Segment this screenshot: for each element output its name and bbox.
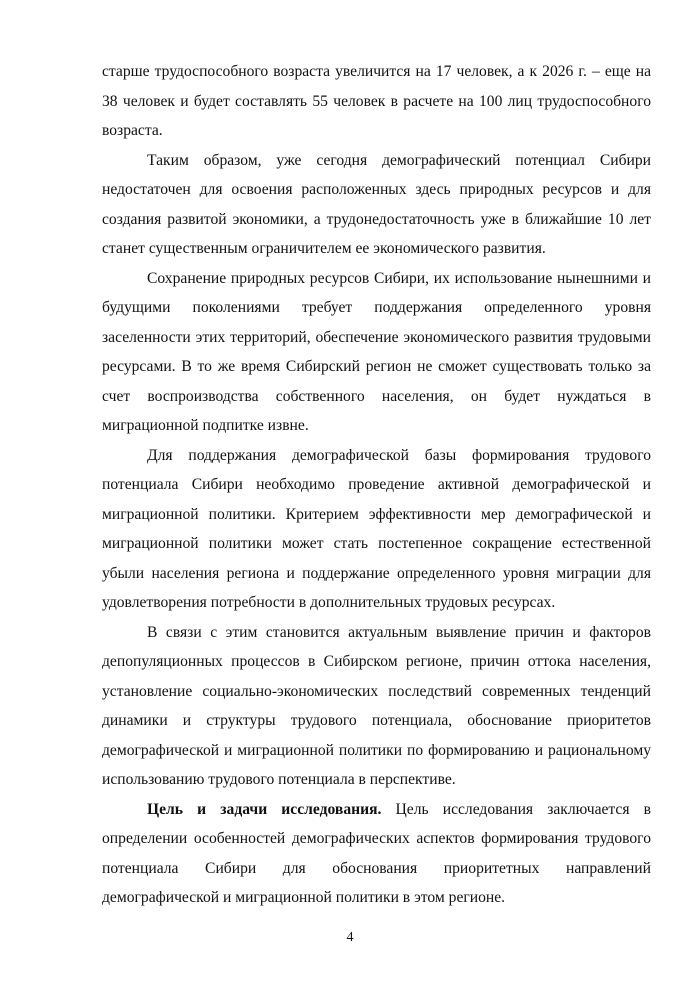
page-number: 4 [346, 930, 354, 945]
body-text [102, 57, 651, 913]
research-goal-heading: Цель и задачи исследования. [147, 800, 382, 818]
paragraph-relevance: В связи с этим становится актуальным выявление причин и факторов депопуляционных процессов в Сибирском регионе, причин оттока населения, установление социально-экономических последствий современных тенденций динамики и структуры трудового потенциала, обоснование приоритетов демографической и миграционной политики по формированию и рациональному использованию трудового потенциала в перспективе. [102, 623, 651, 788]
paragraph-policy: Для поддержания демографической базы формирования трудового потенциала Сибири необходимо проведение активной демографической и миграционной политики. Критерием эффективности мер демографической и миграционной политики может стать постепенное сокращение естественной убыли населения региона и поддержание определенного уровня миграции для удовлетворения потребности в дополнительных трудовых ресурсах. [102, 446, 651, 611]
research-goal-text: Цель исследования заключается в определении особенностей демографических аспектов формирования трудового потенциала Сибири для обоснования приоритетных направлений демографической и миграционной политики в этом регионе. [102, 800, 651, 906]
paragraph-research-goal [102, 795, 651, 913]
paragraph-natural-resources: Сохранение природных ресурсов Сибири, их использование нынешними и будущими поколениями требует поддержания определенного уровня заселенности этих территорий, обеспечение экономического развития трудовыми ресурсами. В то же время Сибирский регион не сможет существовать только за счет воспроизводства собственного населения, он будет нуждаться в миграционной подпитке извне. [102, 269, 651, 434]
paragraph-continuation: старше трудоспособного возраста увеличится на 17 человек, а к 2026 г. – еще на 38 человек и будет составлять 55 человек в расчете на 100 лиц трудоспособного возраста. [102, 63, 651, 139]
paragraph-conclusion: Таким образом, уже сегодня демографический потенциал Сибири недостаточен для освоения расположенных здесь природных ресурсов и для создания развитой экономики, а трудонедостаточность уже в ближайшие 10 лет станет существенным ограничителем ее экономического развития. [102, 151, 651, 257]
